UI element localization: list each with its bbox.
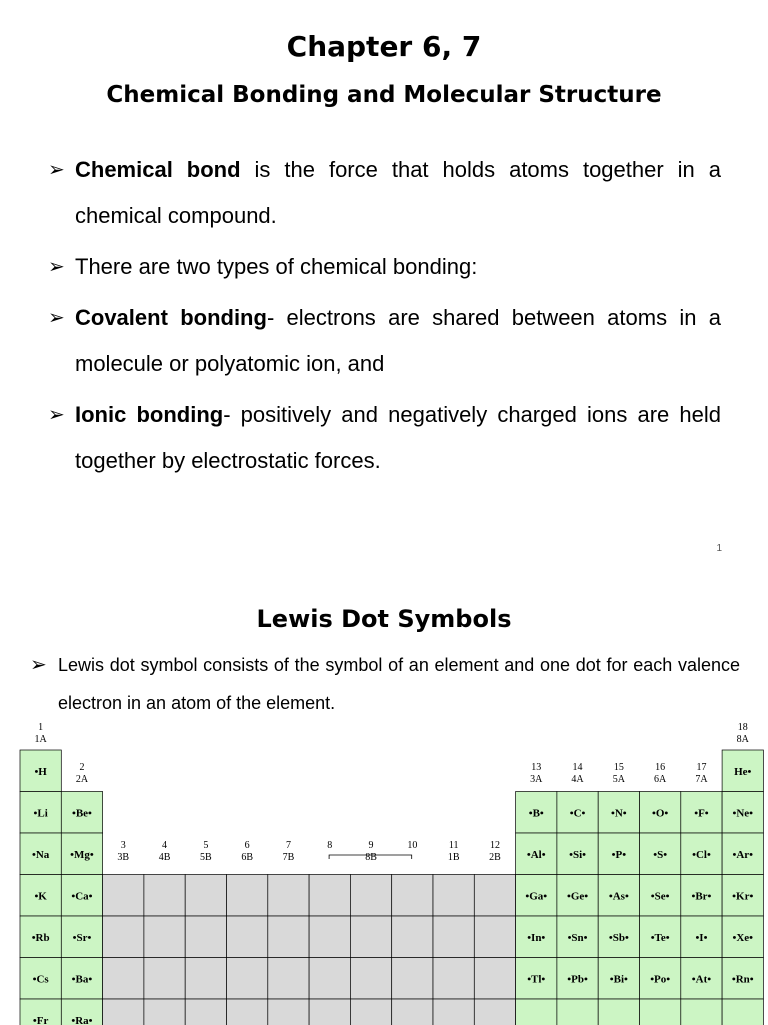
element-symbol: •Sr• xyxy=(72,931,92,944)
group-name-label: 1B xyxy=(447,852,460,863)
transition-metal-cell xyxy=(350,958,391,1000)
slide-title: Chapter 6, 7 xyxy=(286,30,482,63)
transition-metal-cell xyxy=(268,999,309,1025)
transition-metal-cell xyxy=(144,875,185,917)
group-number-label: 3 xyxy=(120,840,126,851)
transition-metal-cell xyxy=(103,875,144,917)
transition-metal-cell xyxy=(392,958,433,1000)
transition-metal-cell xyxy=(185,875,226,917)
element-cell-empty xyxy=(516,999,557,1025)
element-symbol: •Ne• xyxy=(732,807,754,820)
element-symbol: •P• xyxy=(611,848,627,861)
element-symbol: •K xyxy=(34,890,47,903)
transition-metal-cell xyxy=(103,916,144,958)
transition-metal-cell xyxy=(103,958,144,1000)
element-symbol: •C• xyxy=(569,807,586,820)
bullet-text: - positively and negatively charged ions are held together by electrostatic forces. xyxy=(75,402,721,473)
element-symbol: •S• xyxy=(653,848,668,861)
transition-metal-cell xyxy=(185,916,226,958)
element-symbol: •Ra• xyxy=(71,1014,93,1025)
group-number-label: 11 xyxy=(448,840,459,851)
element-symbol: •As• xyxy=(608,890,629,903)
group-name-label: 2A xyxy=(75,774,89,785)
bullet-item xyxy=(30,646,740,722)
group-name-label: 8B xyxy=(365,852,377,863)
transition-metal-cell xyxy=(268,875,309,917)
transition-metal-cell xyxy=(309,999,350,1025)
group-name-label: 6B xyxy=(241,852,253,863)
element-symbol: •Po• xyxy=(650,973,671,986)
bold-term: Ionic bonding xyxy=(75,402,224,427)
arrow-bullet-icon: ➢ xyxy=(30,654,47,676)
arrow-bullet-icon: ➢ xyxy=(48,307,65,329)
group-number-label: 15 xyxy=(613,762,624,773)
element-symbol: •Na xyxy=(32,848,50,861)
group-name-label: 5B xyxy=(200,852,212,863)
slide-subtitle: Chemical Bonding and Molecular Structure xyxy=(106,82,662,108)
element-cell-empty xyxy=(681,999,722,1025)
element-symbol: •H xyxy=(34,765,47,778)
group-number-label: 17 xyxy=(696,762,707,773)
transition-metal-cell xyxy=(474,999,515,1025)
element-symbol: •Rn• xyxy=(731,973,754,986)
group-name-label: 5A xyxy=(612,774,625,785)
transition-metal-cell xyxy=(350,916,391,958)
group-number-label: 5 xyxy=(203,840,209,851)
transition-metal-cell xyxy=(433,875,474,917)
transition-metal-cell xyxy=(227,999,268,1025)
transition-metal-cell xyxy=(309,958,350,1000)
element-symbol: •Sb• xyxy=(608,931,629,944)
group-number-label: 4 xyxy=(162,840,168,851)
element-symbol: •Mg• xyxy=(70,848,94,861)
transition-metal-cell xyxy=(144,958,185,1000)
transition-metal-cell xyxy=(309,875,350,917)
element-symbol: He• xyxy=(734,765,752,778)
transition-metal-cell xyxy=(227,916,268,958)
transition-metal-cell xyxy=(350,875,391,917)
element-symbol: •Al• xyxy=(526,848,546,861)
group-name-label: 4B xyxy=(158,852,171,863)
group-name-label: 4A xyxy=(571,774,584,785)
element-symbol: •Se• xyxy=(650,890,670,903)
transition-metal-cell xyxy=(433,958,474,1000)
group-name-label: 3B xyxy=(117,852,130,863)
bullet-text: is the force that holds atoms together in a chemical compound. xyxy=(75,157,721,228)
group-number-label: 10 xyxy=(407,840,418,851)
element-symbol: •Pb• xyxy=(567,973,588,986)
arrow-bullet-icon: ➢ xyxy=(48,404,65,426)
element-cell-empty xyxy=(640,999,681,1025)
group-number-label: 6 xyxy=(244,840,250,851)
element-symbol: •F• xyxy=(694,807,709,820)
slide-title: Lewis Dot Symbols xyxy=(256,605,512,633)
group-name-label: 8A xyxy=(736,734,749,745)
element-cell-empty xyxy=(722,999,763,1025)
transition-metal-cell xyxy=(144,916,185,958)
element-symbol: •At• xyxy=(691,973,712,986)
group-number-label: 1 xyxy=(38,722,44,733)
element-symbol: •N• xyxy=(611,807,627,820)
element-cell-empty xyxy=(557,999,598,1025)
bullet-item xyxy=(48,147,721,239)
bold-term: Covalent bonding xyxy=(75,305,267,330)
transition-metal-cell xyxy=(268,958,309,1000)
bullet-text: Lewis dot symbol consists of the symbol of an element and one dot for each valence electron in an atom of the element. xyxy=(58,655,740,713)
element-symbol: •Ba• xyxy=(71,973,93,986)
bullet-item xyxy=(48,295,721,387)
transition-metal-cell xyxy=(433,916,474,958)
element-symbol: •In• xyxy=(527,931,546,944)
element-symbol: •Fr xyxy=(32,1014,49,1025)
group-name-label: 1A xyxy=(34,734,47,745)
transition-metal-cell xyxy=(185,999,226,1025)
transition-metal-cell xyxy=(227,958,268,1000)
bullet-list xyxy=(30,646,740,727)
transition-metal-cell xyxy=(474,875,515,917)
transition-metal-cell xyxy=(392,916,433,958)
bullet-item xyxy=(48,392,721,484)
arrow-bullet-icon: ➢ xyxy=(48,256,65,278)
group-number-label: 12 xyxy=(489,840,500,851)
transition-metal-cell xyxy=(474,958,515,1000)
element-symbol: •Ca• xyxy=(71,890,93,903)
group-number-label: 8 xyxy=(327,840,333,851)
transition-metal-cell xyxy=(392,875,433,917)
page-number: 1 xyxy=(716,543,722,554)
group-number-label: 14 xyxy=(572,762,583,773)
element-symbol: •B• xyxy=(528,807,544,820)
bold-term: Chemical bond xyxy=(75,157,241,182)
element-symbol: •Te• xyxy=(650,931,670,944)
element-symbol: •Xe• xyxy=(732,931,754,944)
group-number-label: 13 xyxy=(531,762,542,773)
group-number-label: 7 xyxy=(285,840,291,851)
group-number-label: 16 xyxy=(655,762,666,773)
element-symbol: •Ga• xyxy=(525,890,548,903)
bullet-list xyxy=(48,147,721,489)
transition-metal-cell xyxy=(309,916,350,958)
group-name-label: 3A xyxy=(530,774,543,785)
element-symbol: •Kr• xyxy=(732,890,754,903)
element-symbol: •Si• xyxy=(569,848,586,861)
transition-metal-cell xyxy=(350,999,391,1025)
arrow-bullet-icon: ➢ xyxy=(48,159,65,181)
element-symbol: •O• xyxy=(652,807,669,820)
transition-metal-cell xyxy=(103,999,144,1025)
slide-2 xyxy=(0,575,768,1024)
transition-metal-cell xyxy=(392,999,433,1025)
element-symbol: •Tl• xyxy=(527,973,546,986)
element-symbol: •Bi• xyxy=(609,973,628,986)
transition-metal-cell xyxy=(227,875,268,917)
element-symbol: •I• xyxy=(695,931,708,944)
element-symbol: •Br• xyxy=(691,890,712,903)
periodic-table xyxy=(0,720,768,1025)
element-symbol: •Li xyxy=(33,807,48,820)
element-symbol: •Ge• xyxy=(566,890,589,903)
bullet-item xyxy=(48,244,721,290)
group-number-label: 18 xyxy=(737,722,748,733)
element-cell-empty xyxy=(598,999,639,1025)
element-symbol: •Sn• xyxy=(567,931,588,944)
transition-metal-cell xyxy=(433,999,474,1025)
transition-metal-cell xyxy=(185,958,226,1000)
group-number-label: 2 xyxy=(79,762,85,773)
transition-metal-cell xyxy=(268,916,309,958)
bullet-text: There are two types of chemical bonding: xyxy=(75,254,478,279)
transition-metal-cell xyxy=(474,916,515,958)
element-symbol: •Be• xyxy=(71,807,92,820)
group-name-label: 6A xyxy=(654,774,667,785)
group-name-label: 7B xyxy=(282,852,295,863)
group-number-label: 9 xyxy=(368,840,374,851)
transition-metal-cell xyxy=(144,999,185,1025)
element-symbol: •Cs xyxy=(32,973,49,986)
element-symbol: •Cl• xyxy=(692,848,711,861)
element-symbol: •Ar• xyxy=(732,848,754,861)
group-name-label: 7A xyxy=(695,774,708,785)
bullet-text: - electrons are shared between atoms in a molecule or polyatomic ion, and xyxy=(75,305,722,376)
element-symbol: •Rb xyxy=(31,931,50,944)
group-name-label: 2B xyxy=(489,852,501,863)
